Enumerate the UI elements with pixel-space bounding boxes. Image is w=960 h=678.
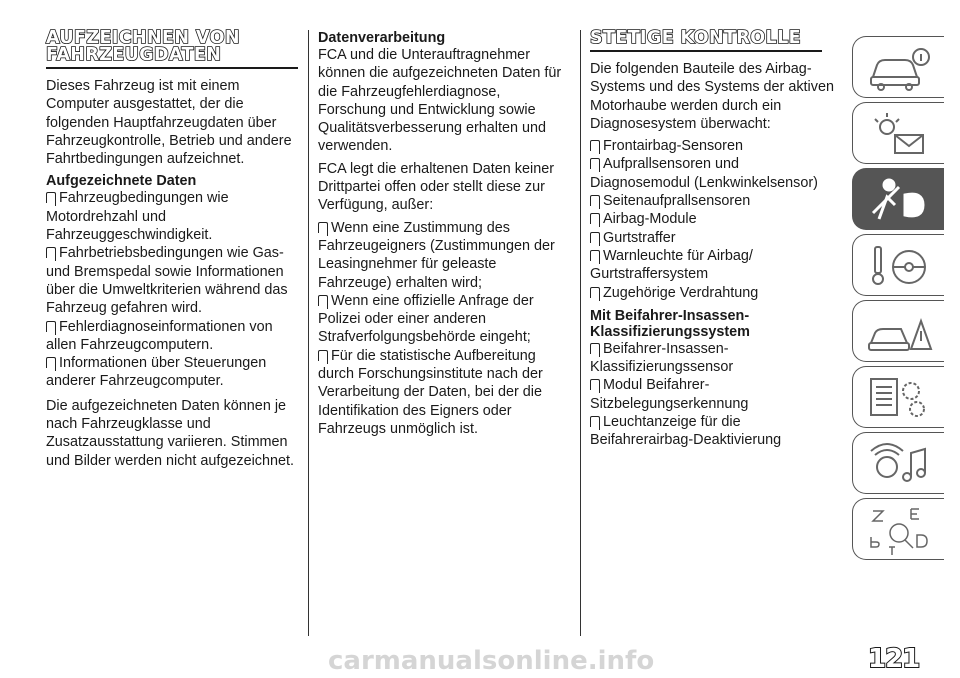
monitored-components-list [590,137,840,302]
bullet-icon [590,195,600,206]
monitoring-intro: Die folgenden Bauteile des Airbag-Systems und des Systems der aktiven Motorhaube werden durch ein Diagnosesystem überwacht: [590,61,834,132]
list-item: Informationen über Steuerungen anderer Fahrzeugcomputer. [46,355,267,390]
multimedia-icon [865,439,935,489]
section-heading-monitoring: STETIGE KONTROLLE [590,30,822,52]
list-item: Gurtstraffer [590,229,840,247]
list-item: Für die statistische Aufbereitung durch Forschungsinstitute nach der Verarbeitung der Daten, bei der die Identifikation des Eigners oder Fahrzeugs unmöglich ist. [318,347,543,437]
bullet-icon [590,343,600,354]
list-item: Leuchtanzeige für die Beifahrerairbag-Deaktivierung [590,414,782,449]
subheading-data-processing: Datenverarbeitung [318,30,446,46]
maintenance-gears-icon [865,373,935,423]
car-info-icon [865,43,935,93]
tab-safety[interactable] [852,168,944,230]
occupant-classification-list [590,340,840,450]
bullet-icon [590,287,600,298]
list-item: Fahrbetriebsbedingungen wie Gas- und Bremspedal sowie Informationen über die Umweltkriterien während das Fahrzeug gefahren wird. [46,245,288,317]
list-item: Aufprallsensoren und Diagnosemodul (Lenkwinkelsensor) [590,156,818,191]
bullet-icon [590,213,600,224]
tab-warning-lights[interactable] [852,102,944,164]
index-alphabet-icon [865,505,935,555]
list-item: Wenn eine Zustimmung des Fahrzeugeigners (Zustimmungen der Leasingnehmer für geleaste Fahrzeuge) erhalten wird; [318,219,555,291]
bullet-icon [46,247,56,258]
bullet-icon [318,295,328,306]
recorded-data-list [46,189,298,390]
intro-paragraph: Dieses Fahrzeug ist mit einem Computer ausgestattet, der die folgenden Hauptfahrzeugdaten über Fahrzeugkontrolle, Betrieb und andere Fahrtbedingungen aufzeichnet. [46,78,292,168]
bullet-icon [46,192,56,203]
page-number: 121 [868,644,920,674]
key-steering-wheel-icon [865,241,935,291]
tab-car-info[interactable] [852,36,944,98]
tab-emergency[interactable] [852,300,944,362]
list-item: Wenn eine offizielle Anfrage der Polizei oder einer anderen Strafverfolgungsbehörde eingeht; [318,292,534,346]
exceptions-list [318,219,570,439]
outro-paragraph: Die aufgezeichneten Daten können je nach Fahrzeugklasse und Zusatzausstattung variieren. Stimmen und Bilder werden nicht aufgezeichnet. [46,397,294,469]
tab-index[interactable] [852,498,944,560]
list-item: Frontairbag-Sensoren [590,137,840,155]
column-divider-2 [580,30,581,636]
airbag-safety-icon [865,175,935,225]
bullet-icon [46,321,56,332]
tab-maintenance[interactable] [852,366,944,428]
bullet-icon [318,222,328,233]
list-item: Airbag-Module [590,210,840,228]
column-divider-1 [308,30,309,636]
processing-paragraph-2: FCA legt die erhaltenen Daten keiner Drittpartei offen oder stellt diese zur Verfügung, außer: [318,160,554,214]
bullet-icon [590,140,600,151]
column-continuous-monitoring [590,30,840,456]
roadside-emergency-icon [865,307,935,357]
bullet-icon [590,158,600,169]
subheading-occupant-classification: Mit Beifahrer-Insassen-Klassifizierungssystem [590,307,750,340]
list-item: Beifahrer-Insassen-Klassifizierungssensor [590,340,734,376]
warning-lights-message-icon [865,109,935,159]
tab-multimedia[interactable] [852,432,944,494]
bullet-icon [590,416,600,427]
list-item: Seitenaufprallsensoren [590,192,840,210]
column-data-processing [318,30,570,444]
tab-starting-driving[interactable] [852,234,944,296]
bullet-icon [590,232,600,243]
processing-paragraph-1: FCA und die Unterauftragnehmer können die aufgezeichneten Daten für die Fahrzeugfehlerdiagnose, Forschung und Entwicklung sowie Qualitätsverbesserung erhalten und verwenden. [318,47,562,155]
list-item: Modul Beifahrer-Sitzbelegungserkennung [590,377,749,412]
list-item: Zugehörige Verdrahtung [590,284,840,302]
subheading-recorded-data: Aufgezeichnete Daten [46,173,197,190]
bullet-icon [46,357,56,368]
column-vehicle-data [46,30,298,474]
list-item: Fehlerdiagnoseinformationen von allen Fahrzeugcomputern. [46,318,273,353]
chapter-tabs [852,36,944,564]
section-heading-data-recording: AUFZEICHNEN VON FAHRZEUGDATEN [46,30,298,69]
bullet-icon [590,379,600,390]
list-item: Fahrzeugbedingungen wie Motordrehzahl und Fahrzeuggeschwindigkeit. [46,190,229,244]
list-item: Warnleuchte für Airbag/ Gurtstraffersystem [590,247,753,283]
bullet-icon [590,250,600,261]
bullet-icon [318,350,328,361]
watermark: carmanualsonline.info [328,646,655,676]
